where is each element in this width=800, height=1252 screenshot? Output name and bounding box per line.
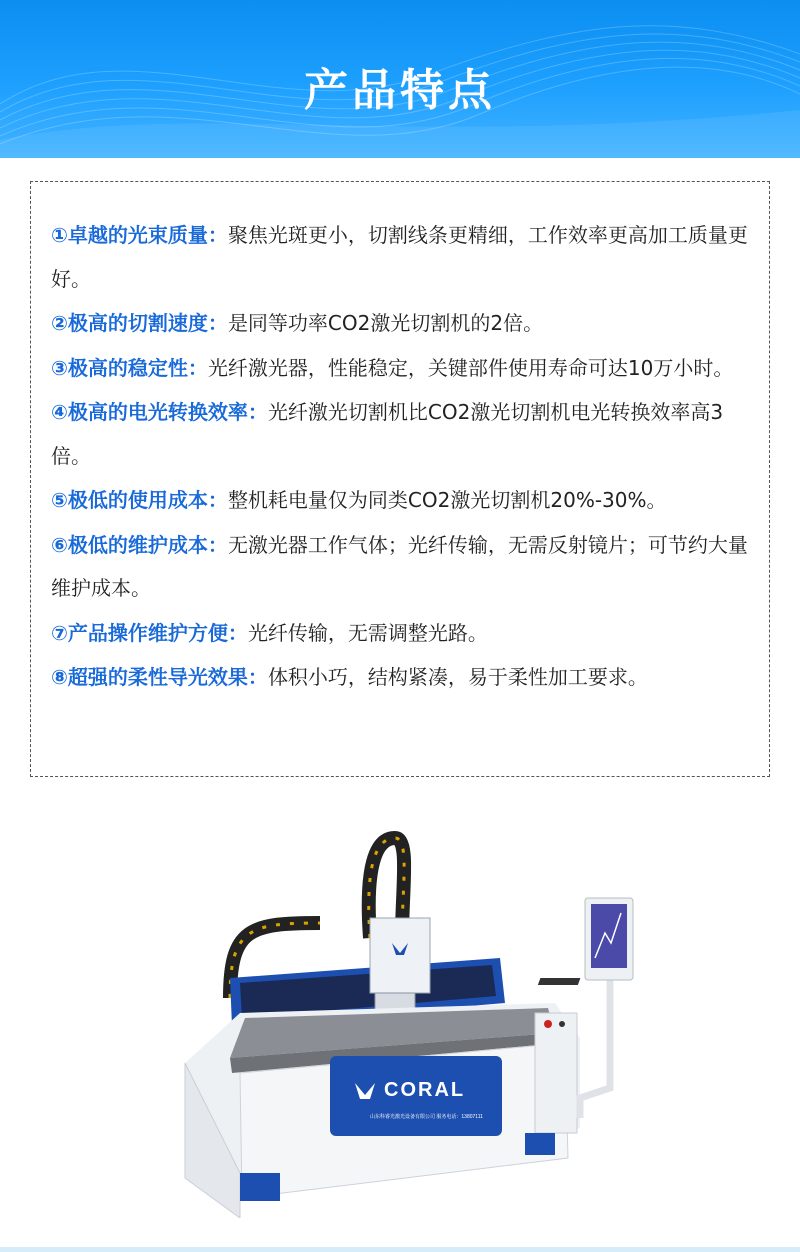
feature-item <box>51 347 755 391</box>
bottom-bar <box>0 1247 800 1252</box>
feature-key: ④极高的电光转换效率： <box>51 400 268 424</box>
feature-item <box>51 302 755 346</box>
feature-item <box>51 391 755 478</box>
banner <box>0 0 800 158</box>
brand-logo: CORAL <box>384 1079 466 1101</box>
feature-key: ⑦产品操作维护方便： <box>51 620 248 645</box>
feature-key: ⑥极低的维护成本： <box>51 532 228 557</box>
feature-key: ⑧超强的柔性导光效果： <box>51 665 268 689</box>
feature-text: 聚焦光斑更小，切割线条更精细，工作效率更高加工质量更好。 <box>51 223 748 291</box>
feature-item <box>51 479 755 523</box>
feature-text: 光纤激光器，性能稳定，关键部件使用寿命可达10万小时。 <box>207 355 734 380</box>
feature-text: 整机耗电量仅为同类CO2激光切割机20%-30%。 <box>227 488 667 512</box>
feature-item <box>51 214 755 301</box>
feature-key: ⑤极低的使用成本： <box>51 488 228 512</box>
feature-text: 光纤传输，无需调整光路。 <box>247 620 488 645</box>
feature-item <box>51 656 755 700</box>
plate-text: 山东科睿光激光设备有限公司 服务电话：13807111 <box>370 1114 483 1120</box>
laser-cutting-machine-image <box>170 828 650 1218</box>
feature-text: 体积小巧，结构紧凑，易于柔性加工要求。 <box>267 665 648 689</box>
banner-title: 产品特点 <box>304 65 496 116</box>
feature-box <box>30 181 770 777</box>
feature-text: 无激光器工作气体；光纤传输，无需反射镜片；可节约大量维护成本。 <box>51 532 748 600</box>
feature-key: ①卓越的光束质量： <box>51 223 228 247</box>
feature-text: 是同等功率CO2激光切割机的2倍。 <box>227 311 544 335</box>
feature-key: ②极高的切割速度： <box>51 311 228 335</box>
feature-key: ③极高的稳定性： <box>51 355 208 380</box>
feature-text: 光纤激光切割机比CO2激光切割机电光转换效率高3倍。 <box>51 400 724 468</box>
feature-list <box>51 214 755 701</box>
feature-item <box>51 612 755 656</box>
feature-item <box>51 524 755 611</box>
